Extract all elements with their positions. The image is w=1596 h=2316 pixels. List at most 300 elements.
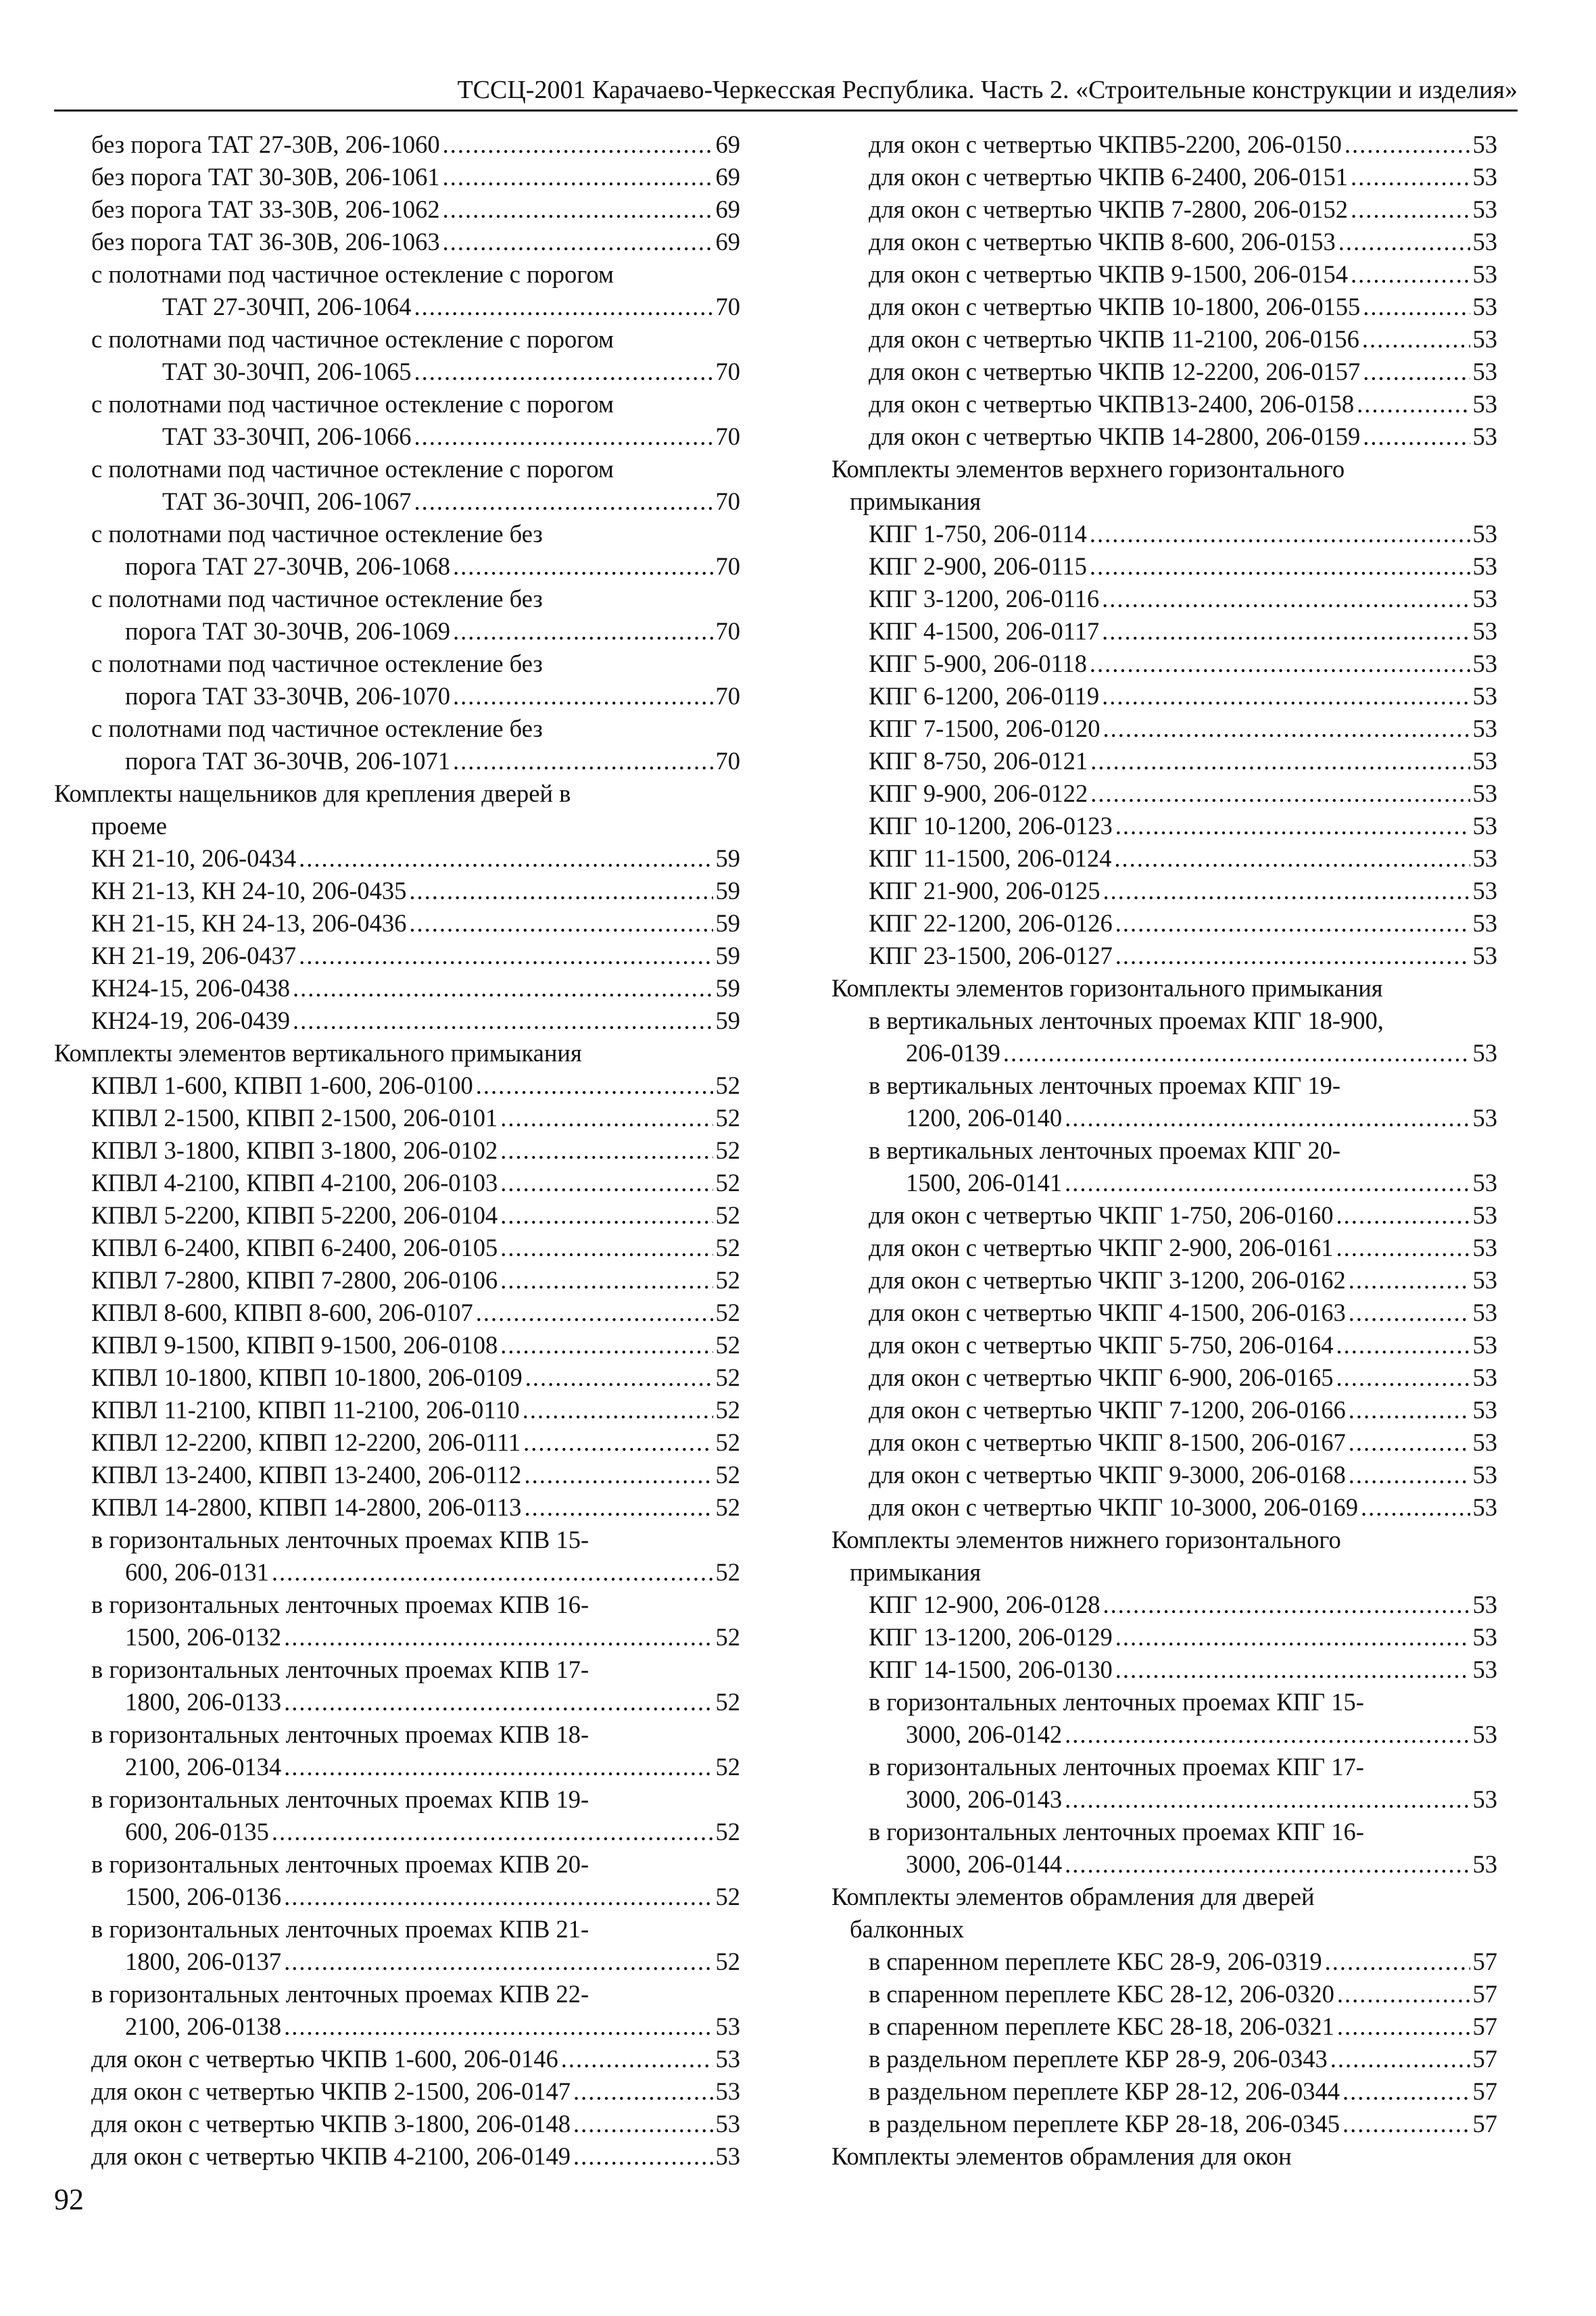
- entry-page-number: 52: [715, 1299, 740, 1326]
- entry-page-number: 53: [1472, 844, 1497, 872]
- dot-leader: [500, 1232, 712, 1264]
- dot-leader: [1363, 291, 1470, 323]
- index-entry: [54, 1069, 740, 1102]
- index-entry: [54, 1751, 740, 1783]
- index-entry: [831, 2108, 1497, 2140]
- entry-page-number: 53: [1472, 1591, 1497, 1618]
- dot-leader: [1349, 1459, 1470, 1491]
- dot-leader: [524, 1491, 712, 1524]
- index-entry: [831, 810, 1497, 842]
- index-entry: [831, 713, 1497, 745]
- index-entry: [54, 1491, 740, 1524]
- dot-leader: [284, 1621, 712, 1654]
- index-subheading: в вертикальных ленточных проемах КПГ 18-900,: [869, 1007, 1384, 1034]
- index-subheading: с полотнами под частичное остекление с порогом: [91, 260, 614, 288]
- index-entry: [831, 1459, 1497, 1491]
- index-entry: [54, 2140, 740, 2173]
- page-number: 92: [54, 2183, 84, 2216]
- index-entry: [831, 161, 1497, 193]
- index-entry: [831, 1264, 1497, 1297]
- entry-page-number: 70: [715, 617, 740, 645]
- entry-page-number: 52: [715, 1071, 740, 1099]
- index-entry: [54, 842, 740, 875]
- index-heading: Комплекты нащельников для крепления дверей в: [54, 779, 571, 807]
- index-entry: [54, 972, 740, 1005]
- entry-page-number: 53: [1472, 358, 1497, 385]
- index-entry: [831, 648, 1497, 680]
- index-entry: [54, 1005, 740, 1037]
- dot-leader: [443, 226, 713, 258]
- entry-text: 1800, 206-0133: [125, 1688, 282, 1716]
- index-entry: [831, 193, 1497, 226]
- entry-page-number: 53: [1472, 423, 1497, 450]
- entry-page-number: 53: [1472, 1169, 1497, 1197]
- dot-leader: [284, 1686, 712, 1718]
- dot-leader: [1343, 2108, 1470, 2140]
- entry-page-number: 59: [715, 877, 740, 904]
- entry-page-number: 57: [1472, 2110, 1497, 2138]
- dot-leader: [414, 356, 712, 388]
- index-entry: [54, 875, 740, 907]
- dot-leader: [1351, 258, 1470, 291]
- entry-text: без порога ТАТ 30-30В, 206-1061: [91, 163, 440, 191]
- dot-leader: [1115, 1621, 1470, 1654]
- dot-leader: [1337, 2010, 1470, 2043]
- index-entry: [54, 550, 740, 583]
- index-subheading: с полотнами под частичное остекление с порогом: [91, 455, 614, 483]
- index-subheading: в горизонтальных ленточных проемах КПВ 21-: [91, 1915, 589, 1943]
- index-entry: [831, 1102, 1497, 1134]
- entry-text: порога ТАТ 27-30ЧВ, 206-1068: [125, 552, 451, 580]
- entry-page-number: 69: [715, 228, 740, 256]
- index-entry: [831, 680, 1497, 713]
- entry-page-number: 53: [1472, 617, 1497, 645]
- dot-leader: [1349, 1297, 1470, 1329]
- entry-text: для окон с четвертью ЧКПГ 6-900, 206-0165: [869, 1364, 1334, 1391]
- entry-text: ТАТ 36-30ЧП, 206-1067: [162, 487, 412, 515]
- dot-leader: [1349, 1264, 1470, 1297]
- dot-leader: [1065, 1718, 1470, 1751]
- entry-page-number: 52: [715, 1104, 740, 1132]
- index-entry: [54, 1621, 740, 1654]
- entry-text: КПГ 5-900, 206-0118: [869, 650, 1087, 677]
- dot-leader: [573, 2075, 712, 2108]
- entry-page-number: 53: [715, 2110, 740, 2138]
- dot-leader: [573, 2108, 712, 2140]
- entry-page-number: 53: [1472, 1201, 1497, 1229]
- dot-leader: [523, 1394, 713, 1426]
- index-entry: [831, 2010, 1497, 2043]
- entry-text: в раздельном переплете КБР 28-18, 206-0345: [869, 2110, 1340, 2138]
- dot-leader: [1090, 550, 1470, 583]
- entry-page-number: 53: [1472, 1299, 1497, 1326]
- index-entry: [54, 1297, 740, 1329]
- entry-text: 600, 206-0131: [125, 1558, 269, 1586]
- entry-text: для окон с четвертью ЧКПВ 4-2100, 206-0149: [91, 2142, 571, 2170]
- index-entry: [831, 907, 1497, 940]
- entry-text: в спаренном переплете КБС 28-9, 206-0319: [869, 1948, 1322, 1975]
- entry-page-number: 53: [1472, 1331, 1497, 1359]
- entry-text: КПВЛ 10-1800, КПВП 10-1800, 206-0109: [91, 1364, 523, 1391]
- index-entry: [54, 193, 740, 226]
- entry-text: для окон с четвертью ЧКПГ 1-750, 206-0160: [869, 1201, 1334, 1229]
- entry-page-number: 57: [1472, 1948, 1497, 1975]
- entry-page-number: 52: [715, 1201, 740, 1229]
- dot-leader: [1090, 777, 1470, 810]
- dot-leader: [414, 420, 712, 453]
- entry-text: 1800, 206-0137: [125, 1948, 282, 1975]
- entry-text: в спаренном переплете КБС 28-18, 206-0321: [869, 2012, 1334, 2040]
- dot-leader: [476, 1069, 713, 1102]
- index-entry: [54, 1264, 740, 1297]
- dot-leader: [500, 1264, 712, 1297]
- entry-page-number: 53: [1472, 682, 1497, 710]
- entry-text: для окон с четвертью ЧКПГ 3-1200, 206-0162: [869, 1266, 1346, 1294]
- index-heading: Комплекты элементов верхнего горизонтального: [831, 455, 1345, 483]
- entry-page-number: 53: [1472, 1785, 1497, 1813]
- index-entry: [54, 1361, 740, 1394]
- dot-leader: [1065, 1102, 1470, 1134]
- dot-leader: [1115, 810, 1470, 842]
- dot-leader: [1349, 1394, 1470, 1426]
- entry-page-number: 52: [715, 1136, 740, 1164]
- index-column-left: [54, 128, 740, 2173]
- entry-page-number: 53: [1472, 1396, 1497, 1424]
- entry-text: для окон с четвертью ЧКПВ13-2400, 206-0158: [869, 390, 1355, 418]
- entry-text: порога ТАТ 36-30ЧВ, 206-1071: [125, 747, 451, 775]
- index-entry: [831, 615, 1497, 648]
- entry-text: КПГ 3-1200, 206-0116: [869, 585, 1100, 612]
- entry-page-number: 52: [715, 1948, 740, 1975]
- index-entry: [54, 485, 740, 518]
- entry-text: для окон с четвертью ЧКПГ 4-1500, 206-0163: [869, 1299, 1346, 1326]
- entry-text: КПВЛ 13-2400, КПВП 13-2400, 206-0112: [91, 1461, 522, 1489]
- index-entry: [54, 1881, 740, 1913]
- entry-text: ТАТ 27-30ЧП, 206-1064: [162, 293, 412, 320]
- index-entry: [54, 1816, 740, 1848]
- index-subheading: примыкания: [850, 1558, 982, 1586]
- entry-text: КПГ 10-1200, 206-0123: [869, 812, 1113, 840]
- entry-text: КПГ 8-750, 206-0121: [869, 747, 1088, 775]
- index-entry: [54, 161, 740, 193]
- dot-leader: [409, 875, 712, 907]
- entry-page-number: 59: [715, 942, 740, 969]
- index-subheading: проеме: [91, 812, 167, 840]
- entry-text: 1200, 206-0140: [906, 1104, 1063, 1132]
- index-entry: [54, 615, 740, 648]
- dot-leader: [409, 907, 712, 940]
- entry-page-number: 52: [715, 1753, 740, 1781]
- entry-text: для окон с четвертью ЧКПВ 10-1800, 206-0155: [869, 293, 1361, 320]
- entry-text: 3000, 206-0142: [906, 1720, 1063, 1748]
- entry-page-number: 53: [1472, 1364, 1497, 1391]
- index-entry: [54, 1102, 740, 1134]
- entry-page-number: 53: [1472, 130, 1497, 158]
- entry-text: КПВЛ 9-1500, КПВП 9-1500, 206-0108: [91, 1331, 498, 1359]
- entry-page-number: 53: [1472, 942, 1497, 969]
- entry-page-number: 53: [715, 2012, 740, 2040]
- index-entry: [831, 1394, 1497, 1426]
- index-entry: [831, 1589, 1497, 1621]
- entry-text: КПГ 6-1200, 206-0119: [869, 682, 1100, 710]
- dot-leader: [1361, 1491, 1470, 1524]
- entry-page-number: 53: [1472, 1656, 1497, 1683]
- entry-page-number: 53: [715, 2077, 740, 2105]
- entry-text: без порога ТАТ 27-30В, 206-1060: [91, 130, 440, 158]
- entry-page-number: 53: [1472, 325, 1497, 353]
- entry-text: для окон с четвертью ЧКПГ 10-3000, 206-0169: [869, 1493, 1359, 1521]
- entry-page-number: 70: [715, 552, 740, 580]
- entry-text: КПВЛ 11-2100, КПВП 11-2100, 206-0110: [91, 1396, 520, 1424]
- entry-page-number: 59: [715, 1007, 740, 1034]
- entry-text: для окон с четвертью ЧКПВ 2-1500, 206-0147: [91, 2077, 571, 2105]
- entry-page-number: 53: [1472, 1039, 1497, 1067]
- entry-text: в раздельном переплете КБР 28-12, 206-0344: [869, 2077, 1340, 2105]
- dot-leader: [1090, 518, 1470, 550]
- entry-page-number: 57: [1472, 2077, 1497, 2105]
- index-entry: [831, 1491, 1497, 1524]
- entry-text: КПВЛ 14-2800, КПВП 14-2800, 206-0113: [91, 1493, 522, 1521]
- entry-text: для окон с четвертью ЧКПВ 8-600, 206-0153: [869, 228, 1336, 256]
- entry-text: КПГ 4-1500, 206-0117: [869, 617, 1100, 645]
- dot-leader: [1349, 1426, 1470, 1459]
- entry-page-number: 53: [1472, 228, 1497, 256]
- dot-leader: [523, 1426, 712, 1459]
- dot-leader: [524, 1459, 712, 1491]
- index-entry: [831, 128, 1497, 161]
- dot-leader: [1351, 193, 1470, 226]
- entry-text: ТАТ 33-30ЧП, 206-1066: [162, 423, 412, 450]
- dot-leader: [1102, 583, 1470, 615]
- index-entry: [831, 388, 1497, 420]
- entry-text: для окон с четвертью ЧКПВ 9-1500, 206-0154: [869, 260, 1349, 288]
- dot-leader: [1363, 420, 1470, 453]
- index-entry: [831, 2043, 1497, 2075]
- dot-leader: [1115, 940, 1470, 972]
- entry-page-number: 53: [1472, 779, 1497, 807]
- index-entry: [54, 1134, 740, 1167]
- dot-leader: [1336, 1361, 1470, 1394]
- entry-page-number: 53: [1472, 585, 1497, 612]
- index-subheading: в горизонтальных ленточных проемах КПГ 15-: [869, 1688, 1364, 1716]
- entry-text: для окон с четвертью ЧКПГ 9-3000, 206-0168: [869, 1461, 1346, 1489]
- index-entry: [831, 777, 1497, 810]
- entry-page-number: 52: [715, 1558, 740, 1586]
- index-entry: [831, 1037, 1497, 1069]
- index-entry: [54, 680, 740, 713]
- dot-leader: [414, 291, 712, 323]
- dot-leader: [272, 1816, 713, 1848]
- dot-leader: [284, 1881, 712, 1913]
- entry-text: для окон с четвертью ЧКПГ 7-1200, 206-0166: [869, 1396, 1346, 1424]
- index-entry: [831, 2075, 1497, 2108]
- entry-text: порога ТАТ 30-30ЧВ, 206-1069: [125, 617, 451, 645]
- entry-page-number: 70: [715, 423, 740, 450]
- entry-page-number: 70: [715, 487, 740, 515]
- index-entry: [831, 291, 1497, 323]
- dot-leader: [500, 1102, 712, 1134]
- entry-page-number: 52: [715, 1493, 740, 1521]
- entry-page-number: 53: [1472, 195, 1497, 223]
- entry-page-number: 57: [1472, 2012, 1497, 2040]
- index-subheading: с полотнами под частичное остекление с порогом: [91, 390, 614, 418]
- entry-text: КПГ 21-900, 206-0125: [869, 877, 1101, 904]
- entry-page-number: 52: [715, 1364, 740, 1391]
- index-entry: [54, 1199, 740, 1232]
- index-entry: [831, 1718, 1497, 1751]
- entry-page-number: 59: [715, 974, 740, 1002]
- dot-leader: [1330, 2043, 1470, 2075]
- index-column-right: [831, 128, 1497, 2173]
- entry-text: КПВЛ 1-600, КПВП 1-600, 206-0100: [91, 1071, 473, 1099]
- index-subheading: с полотнами под частичное остекление без: [91, 520, 543, 548]
- dot-leader: [1336, 1329, 1470, 1361]
- dot-leader: [1103, 713, 1470, 745]
- entry-text: КПГ 9-900, 206-0122: [869, 779, 1088, 807]
- entry-text: в раздельном переплете КБР 28-9, 206-0343: [869, 2045, 1328, 2073]
- dot-leader: [1325, 1946, 1470, 1978]
- entry-text: КПГ 1-750, 206-0114: [869, 520, 1087, 548]
- entry-page-number: 53: [715, 2142, 740, 2170]
- entry-text: КПГ 22-1200, 206-0126: [869, 909, 1113, 937]
- dot-leader: [443, 128, 713, 161]
- index-entry: [54, 1556, 740, 1589]
- index-subheading: в вертикальных ленточных проемах КПГ 19-: [869, 1071, 1341, 1099]
- index-entry: [831, 1167, 1497, 1199]
- entry-text: для окон с четвертью ЧКПВ 14-2800, 206-0159: [869, 423, 1361, 450]
- dot-leader: [1102, 615, 1470, 648]
- entry-page-number: 59: [715, 909, 740, 937]
- index-entry: [831, 1946, 1497, 1978]
- entry-page-number: 70: [715, 747, 740, 775]
- dot-leader: [284, 1751, 712, 1783]
- index-subheading: примыкания: [850, 487, 982, 515]
- index-entry: [831, 1621, 1497, 1654]
- entry-page-number: 53: [1472, 1266, 1497, 1294]
- entry-page-number: 52: [715, 1396, 740, 1424]
- index-entry: [54, 2075, 740, 2108]
- index-subheading: с полотнами под частичное остекление без: [91, 650, 543, 677]
- entry-page-number: 53: [1472, 1428, 1497, 1456]
- entry-text: 3000, 206-0144: [906, 1850, 1063, 1878]
- index-entry: [831, 550, 1497, 583]
- entry-page-number: 53: [1472, 747, 1497, 775]
- dot-leader: [1065, 1783, 1470, 1816]
- dot-leader: [561, 2043, 713, 2075]
- entry-page-number: 52: [715, 1623, 740, 1651]
- dot-leader: [1351, 161, 1470, 193]
- dot-leader: [1115, 1654, 1470, 1686]
- dot-leader: [500, 1167, 712, 1199]
- index-entry: [831, 323, 1497, 356]
- entry-text: КПВЛ 2-1500, КПВП 2-1500, 206-0101: [91, 1104, 498, 1132]
- entry-text: КПГ 7-1500, 206-0120: [869, 715, 1101, 742]
- entry-text: для окон с четвертью ЧКПВ 11-2100, 206-0156: [869, 325, 1359, 353]
- entry-page-number: 69: [715, 130, 740, 158]
- entry-page-number: 57: [1472, 1980, 1497, 2008]
- index-entry: [54, 2108, 740, 2140]
- index-subheading: в горизонтальных ленточных проемах КПВ 16-: [91, 1591, 589, 1618]
- entry-text: 1500, 206-0136: [125, 1883, 282, 1910]
- entry-text: для окон с четвертью ЧКПВ 3-1800, 206-0148: [91, 2110, 571, 2138]
- dot-leader: [500, 1329, 712, 1361]
- entry-text: КПГ 12-900, 206-0128: [869, 1591, 1101, 1618]
- entry-page-number: 53: [1472, 812, 1497, 840]
- entry-text: КПГ 11-1500, 206-0124: [869, 844, 1112, 872]
- index-heading: Комплекты элементов вертикального примыкания: [54, 1039, 582, 1067]
- entry-text: 2100, 206-0138: [125, 2012, 282, 2040]
- entry-page-number: 52: [715, 1428, 740, 1456]
- entry-page-number: 57: [1472, 2045, 1497, 2073]
- dot-leader: [453, 615, 712, 648]
- running-header: ТССЦ-2001 Карачаево-Черкесская Республика. Часть 2. «Строительные конструкции и изделия»: [54, 70, 1518, 112]
- entry-text: КПВЛ 12-2200, КПВП 12-2200, 206-0111: [91, 1428, 521, 1456]
- index-entry: [54, 1459, 740, 1491]
- entry-page-number: 59: [715, 844, 740, 872]
- dot-leader: [500, 1199, 712, 1232]
- index-subheading: в горизонтальных ленточных проемах КПВ 20-: [91, 1850, 589, 1878]
- dot-leader: [1115, 907, 1470, 940]
- entry-text: 206-0139: [906, 1039, 1000, 1067]
- dot-leader: [500, 1134, 712, 1167]
- index-entry: [831, 356, 1497, 388]
- entry-text: 1500, 206-0132: [125, 1623, 282, 1651]
- dot-leader: [476, 1297, 713, 1329]
- dot-leader: [1363, 356, 1470, 388]
- index-entry: [831, 1978, 1497, 2010]
- index-subheading: в горизонтальных ленточных проемах КПГ 16-: [869, 1818, 1364, 1845]
- dot-leader: [443, 161, 713, 193]
- index-entry: [54, 1686, 740, 1718]
- index-subheading: в горизонтальных ленточных проемах КПВ 17-: [91, 1656, 589, 1683]
- index-entry: [54, 1329, 740, 1361]
- index-entry: [831, 420, 1497, 453]
- dot-leader: [299, 940, 712, 972]
- entry-page-number: 70: [715, 682, 740, 710]
- index-entry: [831, 1232, 1497, 1264]
- entry-page-number: 52: [715, 1461, 740, 1489]
- entry-text: в спаренном переплете КБС 28-12, 206-0320: [869, 1980, 1334, 2008]
- dot-leader: [1336, 1199, 1470, 1232]
- index-entry: [54, 1232, 740, 1264]
- entry-page-number: 53: [1472, 909, 1497, 937]
- entry-page-number: 53: [1472, 1234, 1497, 1261]
- entry-text: без порога ТАТ 33-30В, 206-1062: [91, 195, 440, 223]
- index-subheading: с полотнами под частичное остекление без: [91, 715, 543, 742]
- entry-page-number: 53: [1472, 877, 1497, 904]
- index-entry: [831, 1783, 1497, 1816]
- index-heading: Комплекты элементов горизонтального примыкания: [831, 974, 1383, 1002]
- dot-leader: [453, 680, 712, 713]
- entry-text: КН24-19, 206-0439: [91, 1007, 291, 1034]
- entry-text: для окон с четвертью ЧКПГ 8-1500, 206-0167: [869, 1428, 1346, 1456]
- entry-page-number: 53: [1472, 293, 1497, 320]
- index-entry: [54, 1167, 740, 1199]
- entry-text: КН 21-19, 206-0437: [91, 942, 297, 969]
- entry-text: КПГ 13-1200, 206-0129: [869, 1623, 1113, 1651]
- entry-page-number: 53: [715, 2045, 740, 2073]
- entry-page-number: 53: [1472, 650, 1497, 677]
- index-entry: [831, 1426, 1497, 1459]
- index-subheading: с полотнами под частичное остекление без: [91, 585, 543, 612]
- index-subheading: в горизонтальных ленточных проемах КПВ 18-: [91, 1720, 589, 1748]
- dot-leader: [284, 2010, 712, 2043]
- index-entry: [54, 745, 740, 777]
- dot-leader: [1102, 680, 1470, 713]
- entry-text: для окон с четвертью ЧКПГ 5-750, 206-0164: [869, 1331, 1334, 1359]
- dot-leader: [453, 550, 712, 583]
- entry-page-number: 53: [1472, 1104, 1497, 1132]
